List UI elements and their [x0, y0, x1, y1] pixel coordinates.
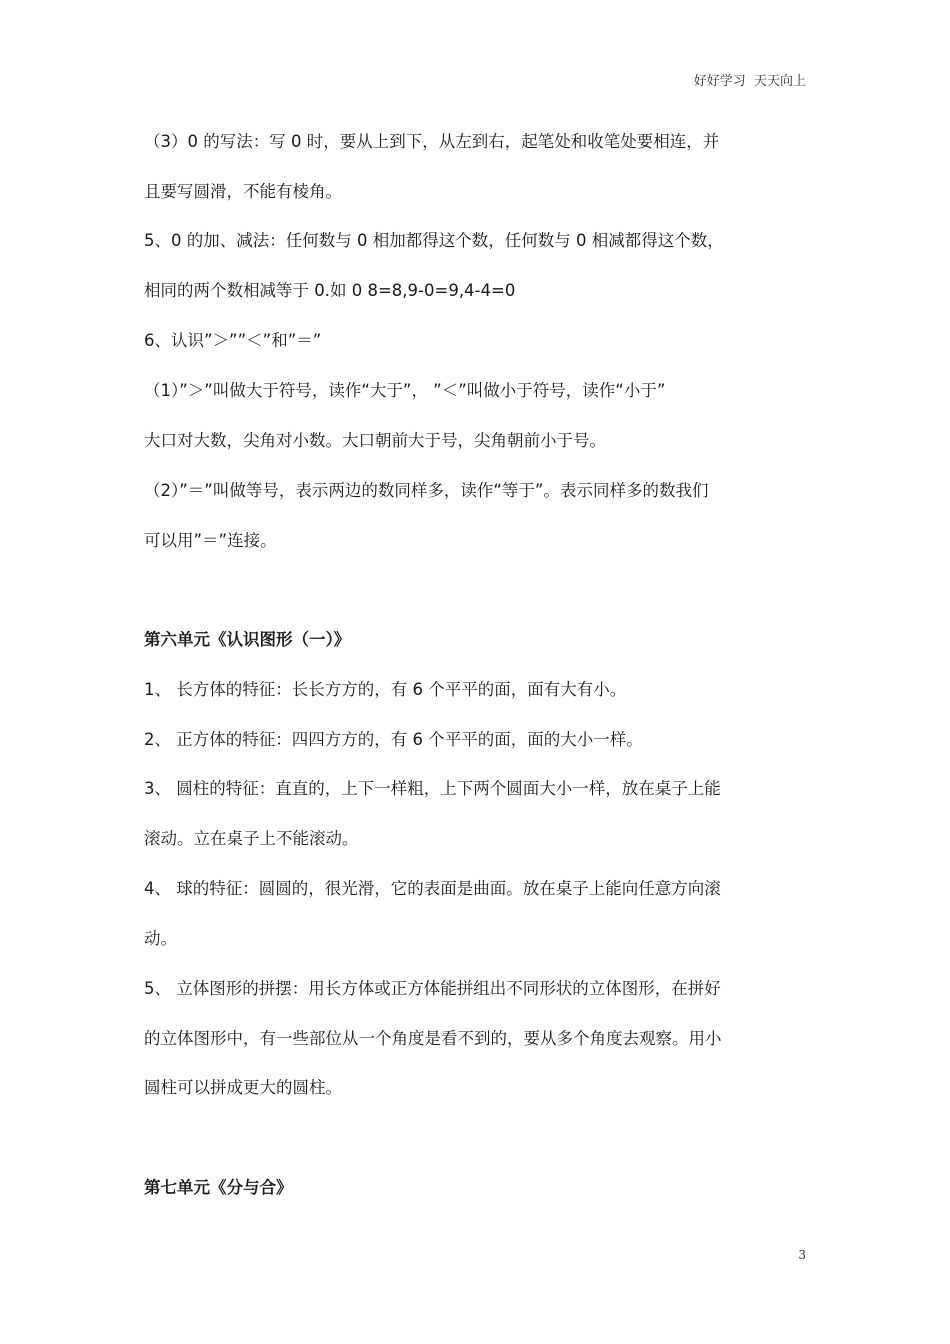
text-line: （2）”＝”叫做等号，表示两边的数同样多，读作“等于”。表示同样多的数我们: [144, 481, 709, 500]
text-line: 可以用”＝”连接。: [144, 531, 277, 550]
text-line: 圆柱可以拼成更大的圆柱。: [144, 1078, 342, 1097]
section-heading: 第七单元《分与合》: [144, 1178, 293, 1197]
text-line: 且要写圆滑，不能有棱角。: [144, 182, 342, 201]
text-line: 4、 球的特征：圆圆的，很光滑，它的表面是曲面。放在桌子上能向任意方向滚: [144, 879, 721, 898]
text-line: （3）0 的写法：写 0 时，要从上到下，从左到右，起笔处和收笔处要相连，并: [144, 132, 720, 151]
text-line: 2、 正方体的特征：四四方方的，有 6 个平平的面，面的大小一样。: [144, 730, 643, 749]
text-line: 相同的两个数相减等于 0.如 0 8=8,9-0=9,4-4=0: [144, 281, 516, 300]
text-line: 1、 长方体的特征：长长方方的，有 6 个平平的面，面有大有小。: [144, 680, 627, 699]
section-heading: 第六单元《认识图形（一）》: [144, 630, 351, 649]
text-line: 6、认识”＞””＜”和”＝”: [144, 331, 322, 350]
text-line: 大口对大数，尖角对小数。大口朝前大于号，尖角朝前小于号。: [144, 431, 606, 450]
text-line: 的立体图形中，有一些部位从一个角度是看不到的，要从多个角度去观察。用小: [144, 1029, 722, 1048]
page-header: 好好学习 天天向上: [693, 74, 806, 89]
page-number: 3: [798, 1248, 806, 1262]
text-line: （1）”＞”叫做大于符号，读作“大于”， ”＜”叫做小于符号，读作“小于”: [144, 381, 666, 400]
text-line: 滚动。立在桌子上不能滚动。: [144, 829, 359, 848]
text-line: 3、 圆柱的特征：直直的，上下一样粗，上下两个圆面大小一样，放在桌子上能: [144, 779, 721, 798]
text-line: 动。: [144, 929, 177, 948]
text-line: 5、 立体图形的拼摆：用长方体或正方体能拼组出不同形状的立体图形，在拼好: [144, 979, 721, 998]
text-line: 5、0 的加、减法：任何数与 0 相加都得这个数，任何数与 0 相减都得这个数，: [144, 231, 724, 250]
